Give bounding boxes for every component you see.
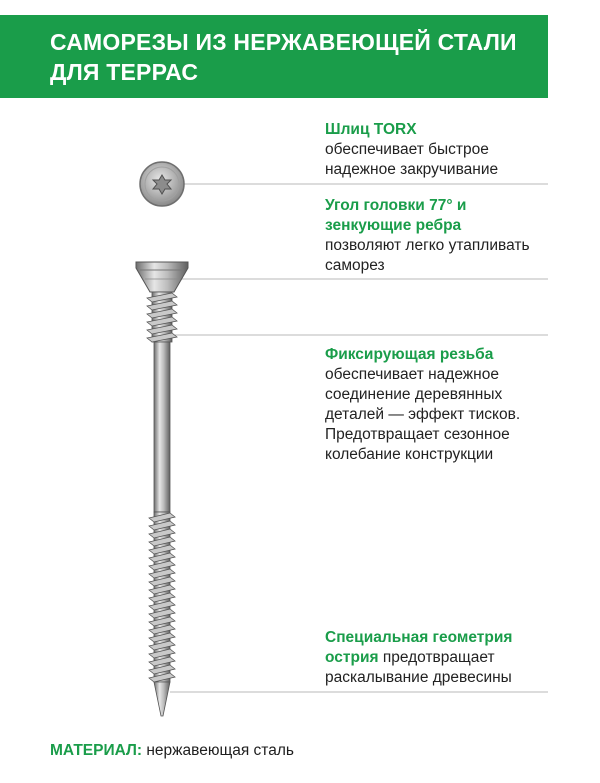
feature-head-heading-1: Угол головки 77° и (325, 197, 467, 214)
feature-head-angle (325, 196, 530, 276)
feature-torx-body-1: обеспечивает быстрое (325, 141, 489, 158)
screw-head-top-view (140, 162, 184, 206)
feature-thread-body-2: соединение деревянных (325, 386, 503, 403)
feature-head-body-1: позволяют легко утапливать (325, 237, 530, 254)
feature-head-heading-2: зенкующие ребра (325, 217, 462, 234)
material-label: МАТЕРИАЛ: (50, 742, 143, 759)
title-line-1: САМОРЕЗЫ ИЗ НЕРЖАВЕЮЩЕЙ СТАЛИ (50, 29, 517, 55)
feature-thread-body-4: Предотвращает сезонное (325, 426, 510, 443)
feature-thread-body-1: обеспечивает надежное (325, 366, 499, 383)
screw-side-view (136, 262, 188, 716)
feature-thread-heading: Фиксирующая резьба (325, 346, 494, 363)
material-value: нержавеющая сталь (142, 742, 294, 759)
feature-torx (325, 120, 498, 180)
material-line (50, 741, 294, 761)
feature-torx-heading: Шлиц TORX (325, 121, 417, 138)
feature-head-body-2: саморез (325, 257, 385, 274)
feature-tip-geometry (325, 628, 512, 688)
feature-tip-body-1: предотвращает (378, 649, 495, 666)
title-line-2: ДЛЯ ТЕРРАС (50, 59, 199, 85)
feature-tip-heading-2: острия (325, 649, 379, 666)
feature-fixing-thread (325, 345, 520, 465)
feature-thread-body-5: колебание конструкции (325, 446, 494, 463)
feature-tip-body-2: раскалывание древесины (325, 669, 512, 686)
feature-thread-body-3: деталей — эффект тисков. (325, 406, 521, 423)
feature-tip-heading-1: Специальная геометрия (325, 629, 513, 646)
feature-torx-body-2: надежное закручивание (325, 161, 499, 178)
